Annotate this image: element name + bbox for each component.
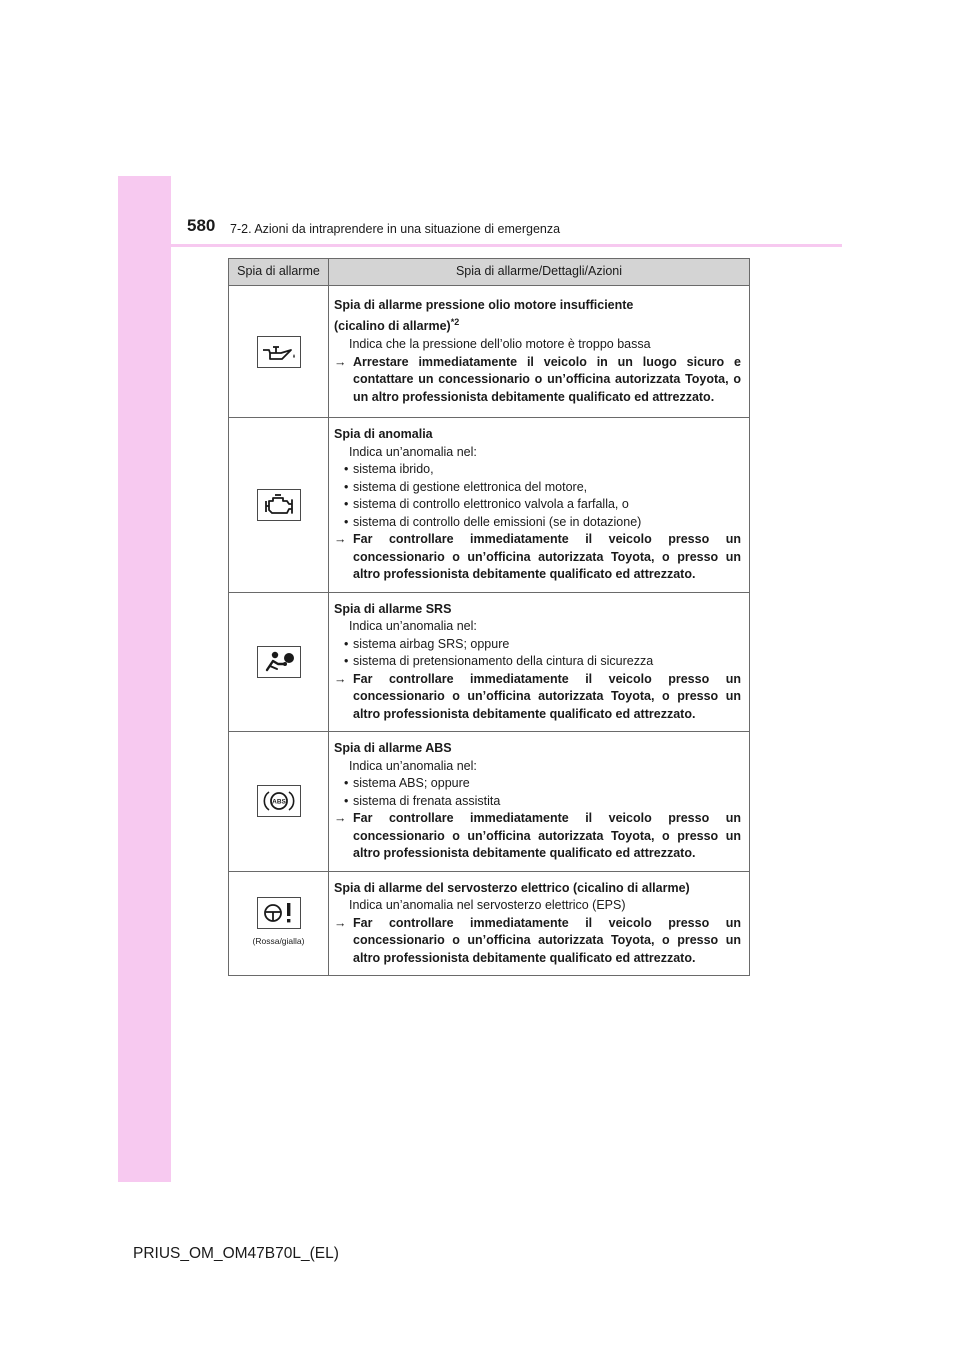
- item-title: Spia di allarme ABS: [334, 741, 452, 755]
- item-title: Spia di allarme SRS: [334, 601, 452, 616]
- icon-cell: [229, 286, 329, 418]
- item-detail: Indica un’anomalia nel servosterzo elettrico (EPS): [349, 898, 626, 912]
- table-row: [229, 732, 750, 872]
- list-item: • sistema di gestione elettronica del motore,: [344, 479, 588, 494]
- warning-lights-table: [228, 258, 750, 976]
- oil-can-icon: [257, 336, 301, 368]
- item-title: Spia di anomalia: [334, 427, 433, 441]
- table-row: [229, 418, 750, 593]
- list-item: • sistema di frenata assistita: [344, 793, 501, 808]
- icon-note: (Rossa/gialla): [252, 935, 305, 946]
- item-action: → Arrestare immediatamente il veicolo in un luogo sicuro e contattare un concessionario o un’officina autorizzata Toyota, o un altro professionista debitamente qualificato ed attrezzato.: [334, 354, 741, 404]
- list-item: • sistema di controllo delle emissioni (se in dotazione): [344, 514, 642, 529]
- abs-icon: [257, 785, 301, 817]
- item-action: → Far controllare immediatamente il veicolo presso un concessionario o un’officina autorizzata Toyota, o presso un altro professionista debitamente qualificato ed attrezzato.: [334, 671, 741, 721]
- list-item: • sistema airbag SRS; oppure: [344, 636, 510, 651]
- item-title: Spia di allarme pressione olio motore insufficiente: [334, 297, 634, 312]
- column-header-light: Spia di allarme: [229, 259, 329, 286]
- arrow-icon: →: [334, 354, 347, 369]
- item-title-2: (cicalino di allarme)$^{*2}$: [334, 317, 460, 334]
- item-detail: Indica un’anomalia nel:: [349, 758, 477, 773]
- airbag-icon: [257, 646, 301, 678]
- list-item: • sistema di pretensionamento della cintura di sicurezza: [344, 654, 654, 668]
- icon-cell: [229, 418, 329, 593]
- item-action: → Far controllare immediatamente il veicolo presso un concessionario o un’officina autorizzata Toyota, o presso un altro professionista debitamente qualificato ed attrezzato.: [334, 811, 741, 860]
- description-cell: [329, 418, 750, 593]
- list-item: • sistema di controllo elettronico valvola a farfalla, o: [344, 497, 629, 511]
- page-number: 580: [187, 216, 216, 235]
- section-title: 7-2. Azioni da intraprendere in una situazione di emergenza: [230, 222, 561, 236]
- footnote-ref: *2: [450, 317, 460, 328]
- list-item: • sistema ibrido,: [344, 462, 434, 476]
- table-row: [229, 871, 750, 976]
- item-action: → Far controllare immediatamente il veicolo presso un concessionario o un’officina autorizzata Toyota, o presso un altro professionista debitamente qualificato ed attrezzato.: [334, 532, 741, 581]
- description-cell: [329, 871, 750, 976]
- item-detail: Indica un’anomalia nel:: [349, 619, 477, 633]
- description-cell: [329, 592, 750, 732]
- arrow-icon: →: [334, 811, 347, 825]
- item-action: → Far controllare immediatamente il veicolo presso un concessionario o un’officina autorizzata Toyota, o presso un altro professionista debitamente qualificato ed attrezzato.: [334, 915, 741, 965]
- icon-cell: [229, 732, 329, 872]
- table-row: [229, 286, 750, 418]
- icon-cell: [229, 592, 329, 732]
- column-header-details: Spia di allarme/Dettagli/Azioni: [329, 259, 750, 286]
- engine-icon: [257, 489, 301, 521]
- arrow-icon: →: [334, 671, 347, 686]
- abs-icon-label: ABS: [271, 798, 286, 806]
- header-rule: [118, 244, 842, 247]
- description-cell: [329, 732, 750, 872]
- item-detail: Indica che la pressione dell’olio motore è troppo bassa: [349, 337, 651, 352]
- arrow-icon: →: [334, 532, 347, 546]
- icon-cell: [229, 871, 329, 976]
- item-detail: Indica un’anomalia nel:: [349, 444, 477, 459]
- footer-code: PRIUS_OM_OM47B70L_(EL): [133, 1245, 339, 1262]
- arrow-icon: →: [334, 915, 347, 930]
- steering-warning-icon: [257, 897, 301, 929]
- table-header-row: [229, 259, 750, 286]
- item-title: Spia di allarme del servosterzo elettrico (cicalino di allarme): [334, 880, 690, 895]
- list-item: • sistema ABS; oppure: [344, 776, 470, 790]
- description-cell: [329, 286, 750, 418]
- side-band: [118, 176, 171, 1182]
- table-row: [229, 592, 750, 732]
